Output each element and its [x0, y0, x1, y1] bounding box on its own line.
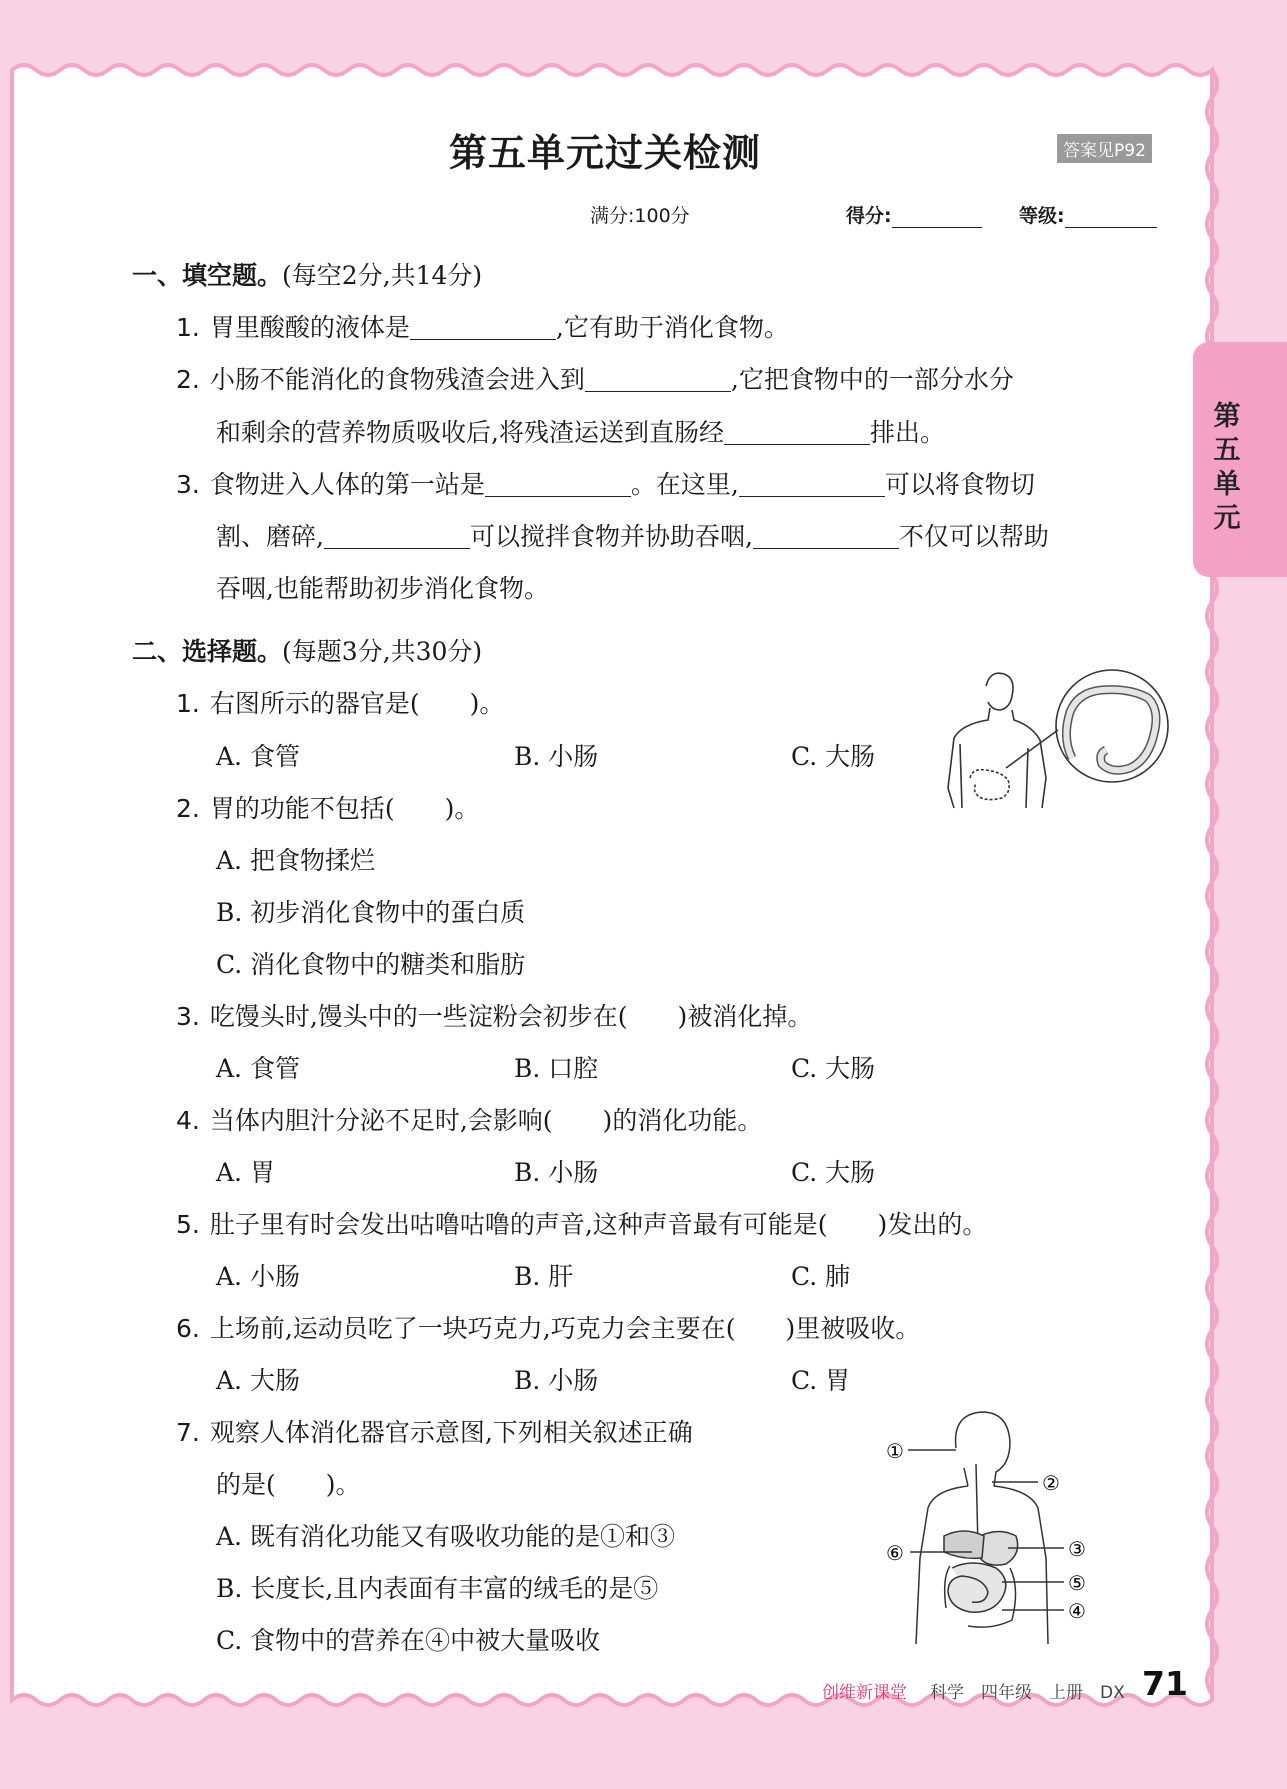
figure-head: [986, 673, 1013, 710]
label-1: ①: [886, 1439, 904, 1463]
q5-option-a[interactable]: A. 小肠: [216, 1262, 300, 1291]
q2-option-a[interactable]: A. 把食物揉烂: [216, 846, 375, 875]
label-2: ②: [1042, 1471, 1060, 1495]
q3-option-a[interactable]: A. 食管: [216, 1054, 300, 1083]
full-score-label: 满分:100分: [590, 205, 690, 227]
q6-option-c[interactable]: C. 胃: [791, 1366, 851, 1395]
choice-question-1: 1. 右图所示的器官是( )。: [176, 689, 505, 718]
diagram-liver: [944, 1531, 984, 1558]
grade-field: 等级:: [1019, 201, 1157, 228]
fill-question-1: 1. 胃里酸酸的液体是 ,它有助于消化食物。: [176, 313, 789, 342]
q4-option-b[interactable]: B. 小肠: [514, 1158, 599, 1187]
q6-option-b[interactable]: B. 小肠: [514, 1366, 599, 1395]
q7-option-c[interactable]: C. 食物中的营养在④中被大量吸收: [216, 1626, 601, 1655]
answer-reference-tag: 答案见P92: [1057, 134, 1152, 163]
q1-option-b[interactable]: B. 小肠: [514, 742, 599, 771]
answer-blank[interactable]: [724, 420, 870, 445]
unit-side-tab-label: 第五单元: [1213, 401, 1241, 534]
q5-option-b[interactable]: B. 肝: [514, 1262, 574, 1291]
answer-blank[interactable]: [753, 524, 899, 549]
choice-question-5: 5. 肚子里有时会发出咕噜咕噜的声音,这种声音最有可能是( )发出的。: [176, 1210, 988, 1239]
digestive-system-figure: [872, 1408, 1108, 1648]
choice-question-7: 7. 观察人体消化器官示意图,下列相关叙述正确: [176, 1418, 693, 1447]
q4-option-a[interactable]: A. 胃: [216, 1158, 275, 1187]
q1-option-a[interactable]: A. 食管: [216, 742, 300, 771]
q3-option-c[interactable]: C. 大肠: [791, 1054, 876, 1083]
q2-option-c[interactable]: C. 消化食物中的糖类和脂肪: [216, 950, 526, 979]
answer-blank[interactable]: [324, 524, 470, 549]
fill-question-3-continued: 割、磨碎, 可以搅拌食物并协助吞咽, 不仅可以帮助: [216, 522, 1049, 551]
q3-option-b[interactable]: B. 口腔: [514, 1054, 599, 1083]
fill-question-2-continued: 和剩余的营养物质吸收后,将残渣运送到直肠经 排出。: [216, 418, 945, 447]
figure-intestine-small: [970, 770, 1009, 800]
answer-blank[interactable]: [739, 472, 885, 497]
q5-option-c[interactable]: C. 肺: [791, 1262, 851, 1291]
q4-option-c[interactable]: C. 大肠: [791, 1158, 876, 1187]
answer-blank[interactable]: [410, 315, 556, 340]
diagram-head: [956, 1412, 1010, 1486]
score-field: 得分:: [846, 201, 982, 228]
page-title: 第五单元过关检测: [448, 131, 761, 175]
q1-option-c[interactable]: C. 大肠: [791, 742, 876, 771]
choice-question-2: 2. 胃的功能不包括( )。: [176, 794, 480, 823]
choice-question-7-continued: 的是( )。: [216, 1470, 361, 1499]
grade-blank[interactable]: [1065, 207, 1157, 228]
score-blank[interactable]: [892, 207, 982, 228]
footer-info: 科学 四年级 上册 DX: [930, 1683, 1125, 1703]
answer-blank[interactable]: [485, 472, 631, 497]
large-intestine-figure: [942, 668, 1170, 818]
choice-question-3: 3. 吃馒头时,馒头中的一些淀粉会初步在( )被消化掉。: [176, 1002, 813, 1031]
zoom-pointer: [1006, 730, 1058, 768]
fill-question-2: 2. 小肠不能消化的食物残渣会进入到 ,它把食物中的一部分水分: [176, 365, 1014, 394]
figure-body: [948, 708, 1046, 808]
label-6: ⑥: [886, 1541, 904, 1565]
footer-brand: 创维新课堂: [822, 1683, 907, 1703]
q7-option-b[interactable]: B. 长度长,且内表面有丰富的绒毛的是⑤: [216, 1574, 659, 1603]
label-5: ⑤: [1068, 1571, 1086, 1595]
q2-option-b[interactable]: B. 初步消化食物中的蛋白质: [216, 898, 526, 927]
label-4: ④: [1068, 1599, 1086, 1623]
choice-question-4: 4. 当体内胆汁分泌不足时,会影响( )的消化功能。: [176, 1106, 763, 1135]
choice-question-6: 6. 上场前,运动员吃了一块巧克力,巧克力会主要在( )里被吸收。: [176, 1314, 921, 1343]
section-choice-heading: 二、选择题。(每题3分,共30分): [132, 637, 483, 666]
q7-option-a[interactable]: A. 既有消化功能又有吸收功能的是①和③: [216, 1522, 675, 1551]
label-3: ③: [1068, 1537, 1086, 1561]
fill-question-3: 3. 食物进入人体的第一站是 。在这里, 可以将食物切: [176, 470, 1035, 499]
section-fill-in-heading: 一、填空题。(每空2分,共14分): [132, 261, 483, 290]
answer-blank[interactable]: [585, 367, 731, 392]
page-number: 71: [1142, 1664, 1188, 1703]
diagram-intestines: [948, 1563, 1006, 1612]
fill-question-3-end: 吞咽,也能帮助初步消化食物。: [216, 574, 549, 603]
q6-option-a[interactable]: A. 大肠: [216, 1366, 300, 1395]
